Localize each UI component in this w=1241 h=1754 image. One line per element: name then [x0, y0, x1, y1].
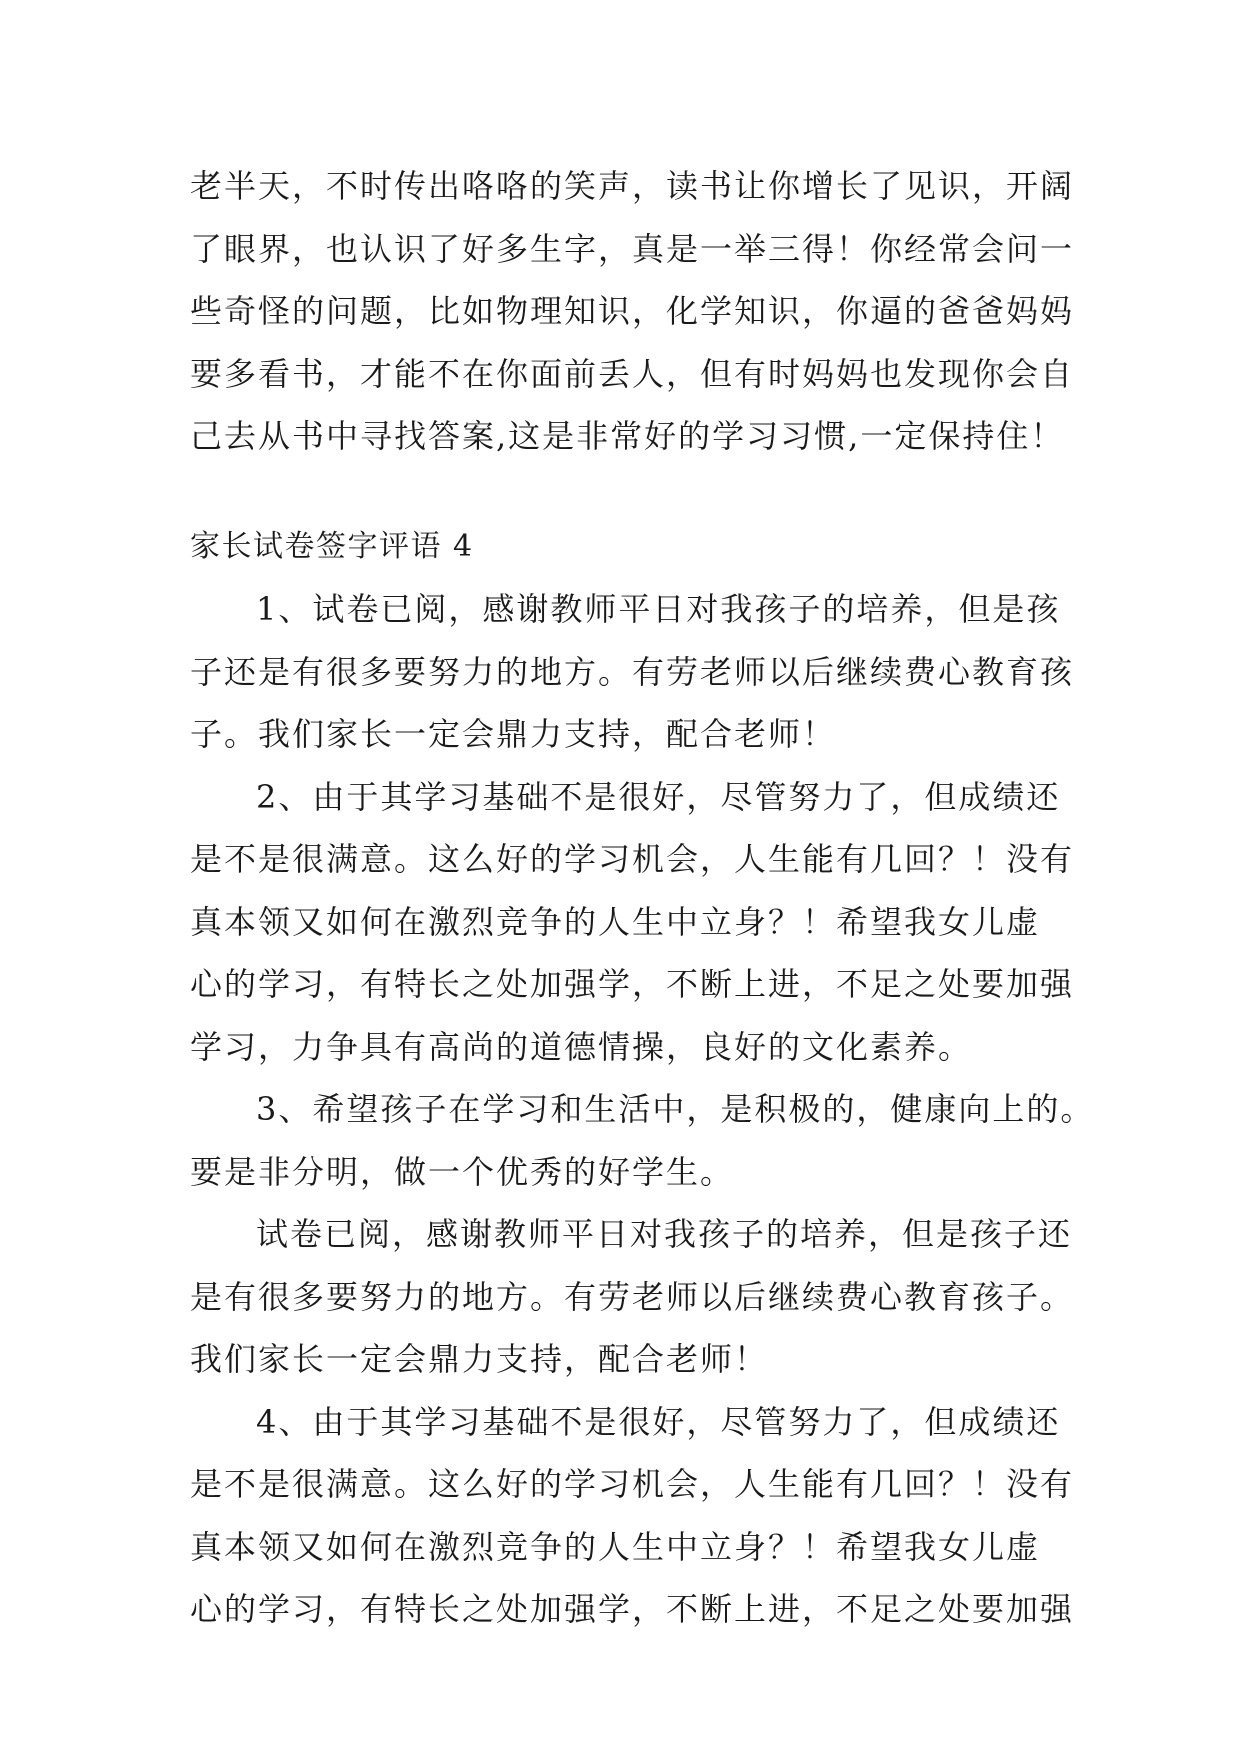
text-line: 心的学习，有特长之处加强学，不断上进，不足之处要加强: [190, 1590, 1075, 1628]
text-line: 心的学习，有特长之处加强学，不断上进，不足之处要加强: [190, 965, 1075, 1003]
text-line: 了眼界，也认识了好多生字，真是一举三得！你经常会问一: [190, 229, 1075, 268]
text-line: 是不是很满意。这么好的学习机会，人生能有几回？！没有: [190, 1465, 1075, 1503]
text-line: 要是非分明，做一个优秀的好学生。: [190, 1152, 735, 1191]
text-line: 学习，力争具有高尚的道德情操，良好的文化素养。: [190, 1027, 973, 1066]
text-line: 1、试卷已阅，感谢教师平日对我孩子的培养，但是孩: [256, 590, 1061, 628]
paragraph-2: [190, 766, 1075, 1079]
paragraph-3: [190, 1078, 1095, 1203]
text-line: 3、希望孩子在学习和生活中，是积极的，健康向上的。: [256, 1090, 1095, 1128]
text-line: 是有很多要努力的地方。有劳老师以后继续费心教育孩子。: [190, 1277, 1075, 1316]
document-body: [190, 155, 1095, 1641]
text-line: 子还是有很多要努力的地方。有劳老师以后继续费心教育孩: [190, 652, 1075, 691]
text-line: 要多看书，才能不在你面前丢人，但有时妈妈也发现你会自: [190, 354, 1075, 393]
text-line: 子。我们家长一定会鼎力支持，配合老师！: [190, 715, 837, 753]
text-line: 4、由于其学习基础不是很好，尽管努力了，但成绩还: [256, 1402, 1061, 1441]
paragraph-4: [190, 1203, 1075, 1391]
section-spacer: [190, 468, 1070, 516]
text-line: 2、由于其学习基础不是很好，尽管努力了，但成绩还: [256, 777, 1061, 816]
text-line: 我们家长一定会鼎力支持，配合老师！: [190, 1340, 769, 1378]
text-line: 试卷已阅，感谢教师平日对我孩子的培养，但是孩子还: [256, 1215, 1073, 1253]
text-line: 些奇怪的问题，比如物理知识，化学知识，你逼的爸爸妈妈: [190, 292, 1075, 330]
text-line: 老半天，不时传出咯咯的笑声，读书让你增长了见识，开阔: [190, 167, 1075, 205]
paragraph-1: [190, 578, 1075, 766]
text-line: 真本领又如何在激烈竞争的人生中立身？！希望我女儿虚: [190, 902, 1041, 941]
text-line: 是不是很满意。这么好的学习机会，人生能有几回？！没有: [190, 840, 1075, 878]
paragraph-5: [190, 1391, 1075, 1641]
text-line: 真本领又如何在激烈竞争的人生中立身？！希望我女儿虚: [190, 1527, 1041, 1566]
text-line: 己去从书中寻找答案,这是非常好的学习习惯,一定保持住！: [190, 417, 1065, 455]
intro-paragraph: [190, 155, 1075, 468]
section-title: 家长试卷签字评语 4: [190, 528, 474, 564]
